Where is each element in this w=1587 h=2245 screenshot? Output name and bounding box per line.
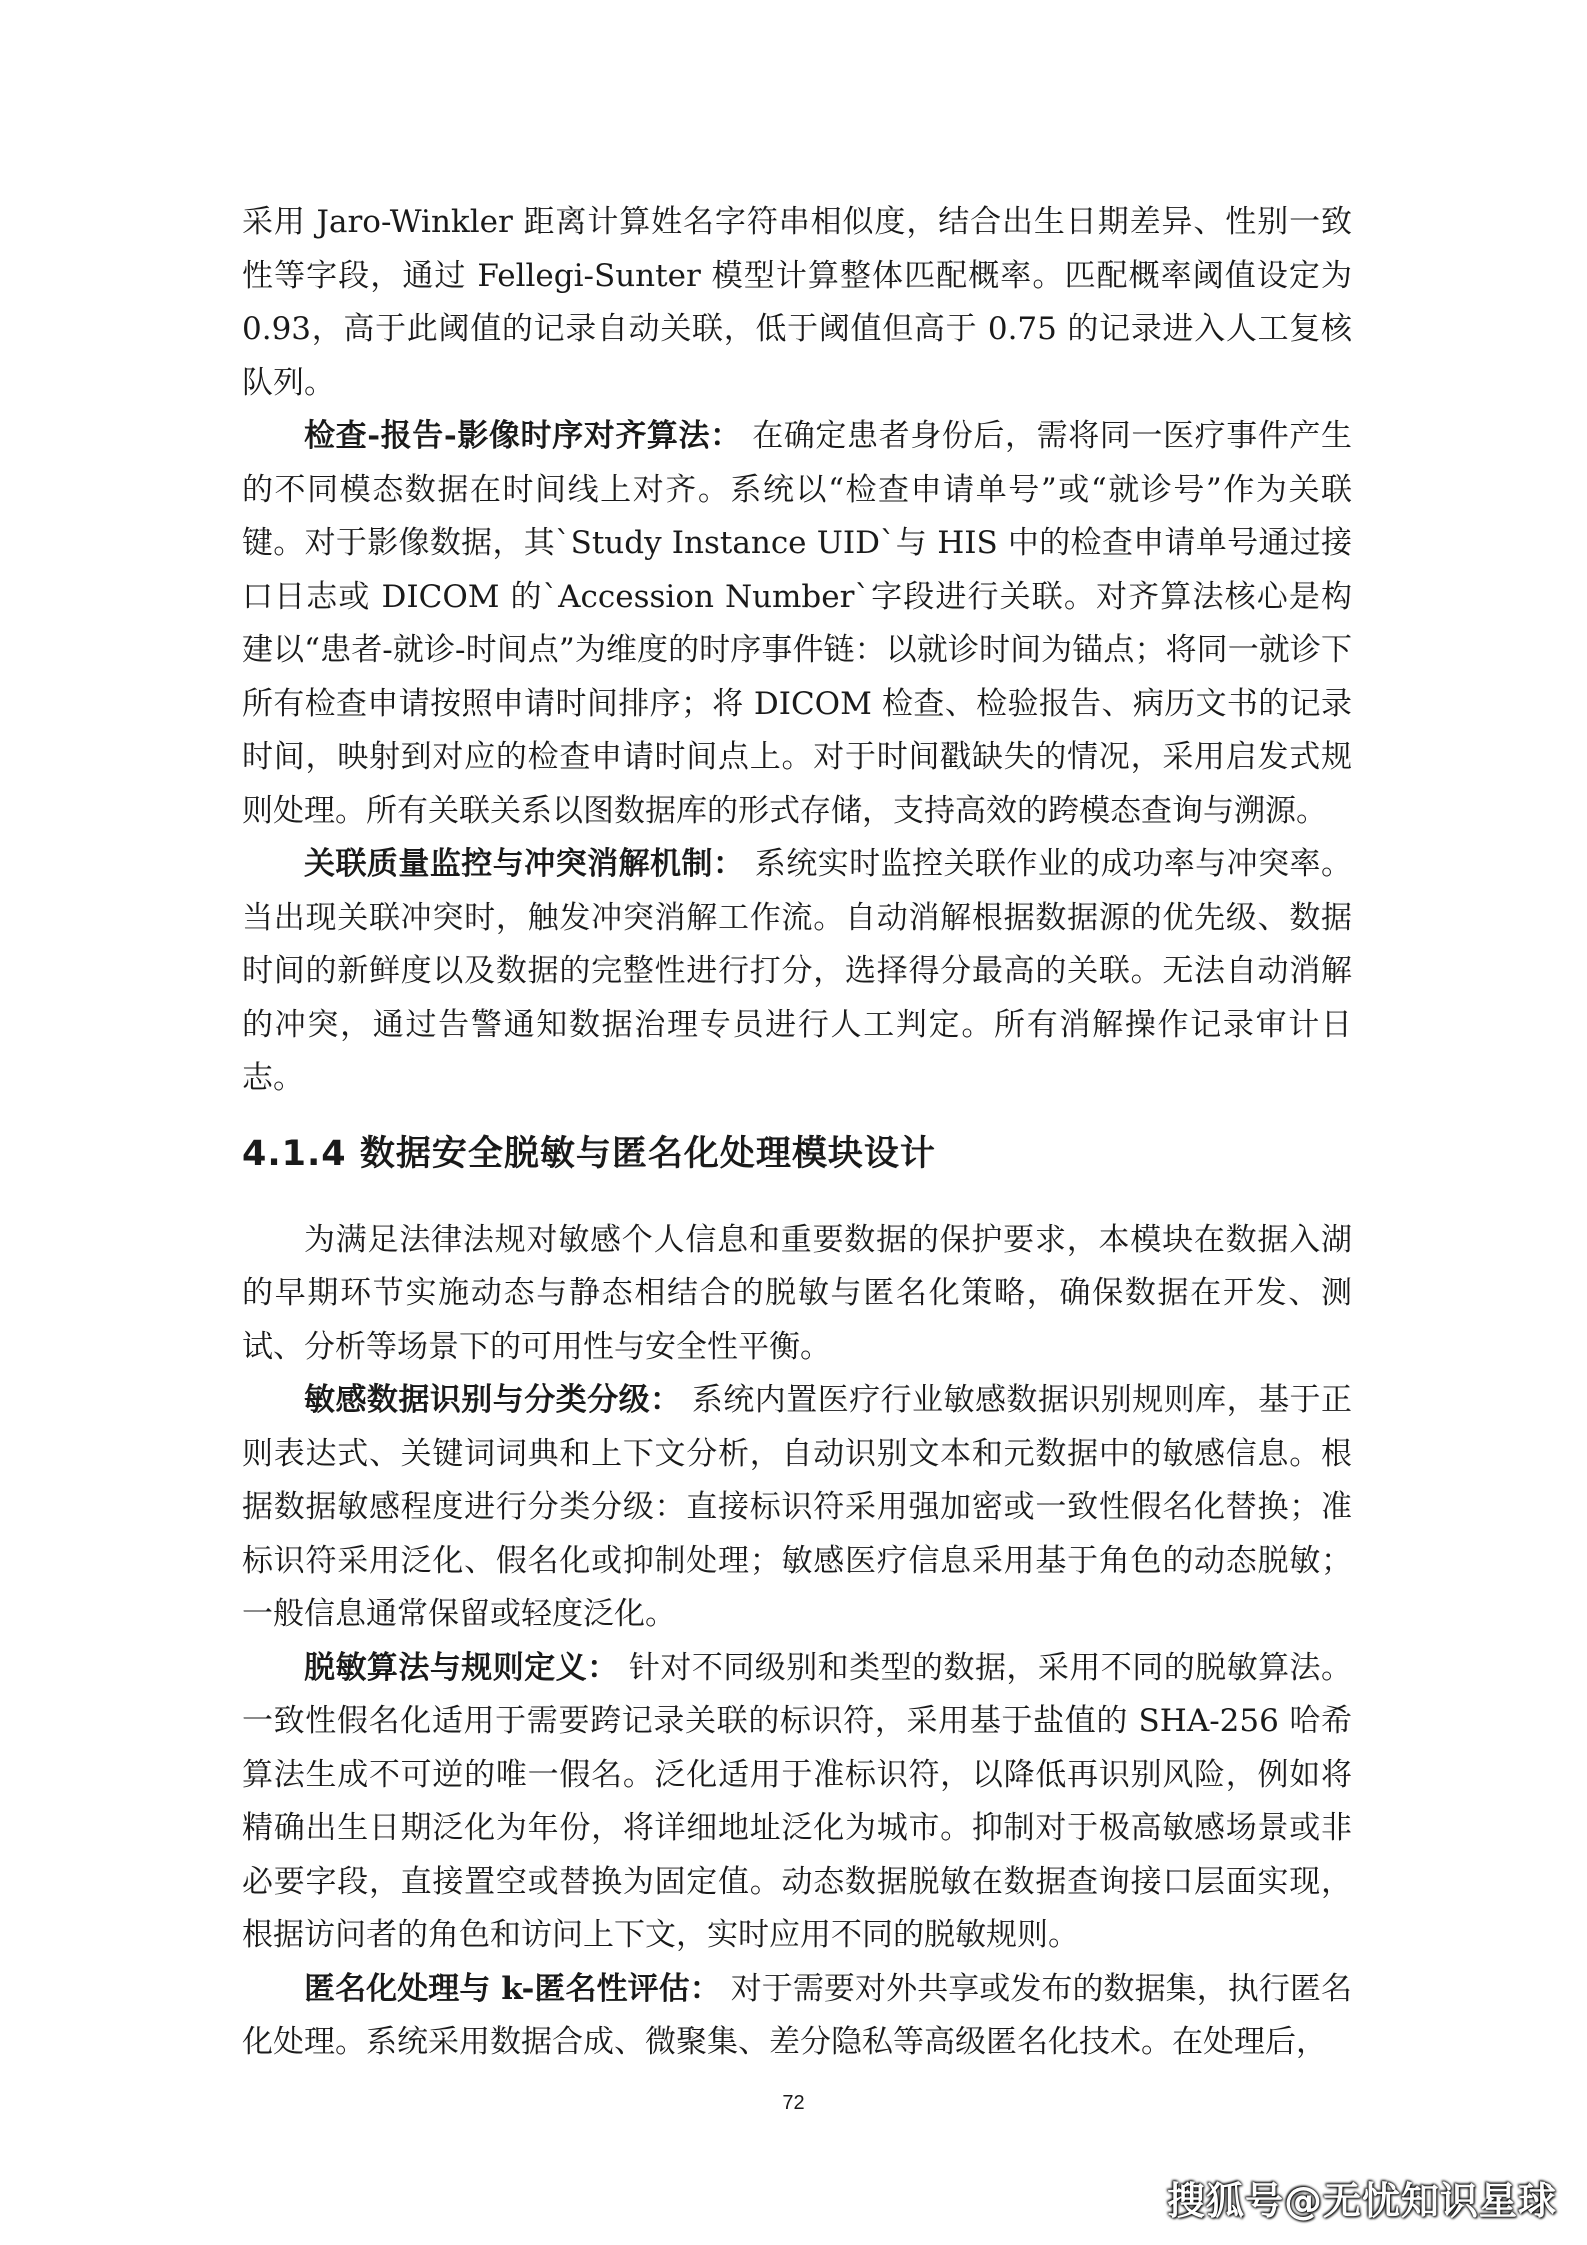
paragraph-temporal-alignment — [242, 410, 1352, 838]
paragraph-text: 在确定患者身份后，需将同一医疗事件产生的不同模态数据在时间线上对齐。系统以“检查申请单号”或“就诊号”作为关联键。对于影像数据，其`Study Instance UID`与 HIS 中的检查申请单号通过接口日志或 DICOM 的`Accession Number`字段进行关联。对齐算法核心是构建以“患者-就诊-时间点”为维度的时序事件链：以就诊时间为锚点；将同一就诊下所有检查申请按照申请时间排序；将 DICOM 检查、检验报告、病历文书的记录时间，映射到对应的检查申请时间点上。对于时间戳缺失的情况，采用启发式规则处理。所有关联关系以图数据库的形式存储，支持高效的跨模态查询与溯源。 — [242, 418, 1352, 829]
watermark: 搜狐号@无忧知识星球 — [1166, 2179, 1557, 2223]
paragraph-lead: 关联质量监控与冲突消解机制： — [304, 846, 745, 882]
paragraph-conflict-resolution — [242, 838, 1352, 1106]
paragraph-lead: 匿名化处理与 k-匿名性评估： — [304, 1970, 721, 2007]
paragraph-text: 为满足法律法规对敏感个人信息和重要数据的保护要求，本模块在数据入湖的早期环节实施动态与静态相结合的脱敏与匿名化策略，确保数据在开发、测试、分析等场景下的可用性与安全性平衡。 — [242, 1221, 1352, 1365]
section-heading: 4.1.4 数据安全脱敏与匿名化处理模块设计 — [242, 1133, 936, 1174]
paragraph-lead: 敏感数据识别与分类分级： — [304, 1382, 682, 1418]
paragraph-text: 采用 Jaro-Winkler 距离计算姓名字符串相似度，结合出生日期差异、性别一致性等字段，通过 Fellegi-Sunter 模型计算整体匹配概率。匹配概率阈值设定为 0.93，高于此阈值的记录自动关联，低于阈值但高于 0.75 的记录进入人工复核队列。 — [242, 204, 1352, 401]
paragraph-sensitive-identification — [242, 1374, 1352, 1642]
paragraph-lead: 检查-报告-影像时序对齐算法： — [304, 418, 742, 454]
paragraph-lead: 脱敏算法与规则定义： — [304, 1649, 619, 1686]
paragraph-anonymization — [242, 1963, 1352, 2070]
paragraph-text: 对于需要对外共享或发布的数据集，执行匿名化处理。系统采用数据合成、微聚集、差分隐私等高级匿名化技术。在处理后， — [242, 1970, 1352, 2060]
paragraph-intro — [242, 1214, 1352, 1375]
paragraph-text: 系统内置医疗行业敏感数据识别规则库，基于正则表达式、关键词词典和上下文分析，自动识别文本和元数据中的敏感信息。根据数据敏感程度进行分类分级：直接标识符采用强加密或一致性假名化替换；准标识符采用泛化、假名化或抑制处理；敏感医疗信息采用基于角色的动态脱敏；一般信息通常保留或轻度泛化。 — [242, 1382, 1353, 1632]
page-number: 72 — [782, 2092, 805, 2114]
paragraph-masking-algorithms — [242, 1642, 1352, 1963]
paragraph-record-linkage-continuation — [242, 196, 1352, 410]
page-content — [242, 196, 1352, 2070]
paragraph-text: 针对不同级别和类型的数据，采用不同的脱敏算法。一致性假名化适用于需要跨记录关联的标识符，采用基于盐值的 SHA-256 哈希算法生成不可逆的唯一假名。泛化适用于准标识符，以降低再识别风险，例如将精确出生日期泛化为年份，将详细地址泛化为城市。抑制对于极高敏感场景或非必要字段，直接置空或替换为固定值。动态数据脱敏在数据查询接口层面实现，根据访问者的角色和访问上下文，实时应用不同的脱敏规则。 — [242, 1649, 1352, 1953]
paragraph-text: 系统实时监控关联作业的成功率与冲突率。当出现关联冲突时，触发冲突消解工作流。自动消解根据数据源的优先级、数据时间的新鲜度以及数据的完整性进行打分，选择得分最高的关联。无法自动消解的冲突，通过告警通知数据治理专员进行人工判定。所有消解操作记录审计日志。 — [242, 846, 1352, 1096]
